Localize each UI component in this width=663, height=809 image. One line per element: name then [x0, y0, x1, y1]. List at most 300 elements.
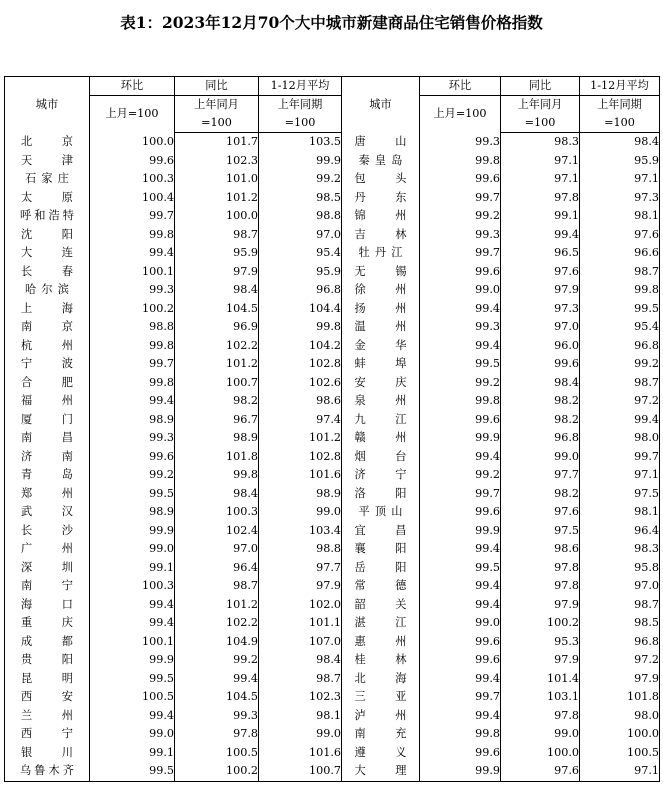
mom-value-left: 99.5 — [90, 485, 175, 504]
city-name: 长沙 — [21, 523, 73, 537]
avg-value-left: 97.0 — [259, 226, 342, 245]
city-cell-left — [5, 688, 90, 707]
city-cell-left — [5, 448, 90, 467]
mom-value-left: 99.1 — [90, 559, 175, 578]
table-header — [5, 77, 660, 133]
city-name: 大连 — [21, 246, 73, 260]
avg-value-left: 95.9 — [259, 263, 342, 282]
city-cell-right — [342, 596, 420, 615]
mom-value-left: 99.7 — [90, 207, 175, 226]
table-row — [5, 725, 660, 744]
city-name: 杭州 — [21, 338, 73, 352]
city-cell-left — [5, 485, 90, 504]
yoy-value-right: 97.7 — [501, 466, 580, 485]
city-cell-right — [342, 300, 420, 319]
yoy-value-left: 99.2 — [175, 651, 259, 670]
mom-value-right: 99.3 — [420, 226, 501, 245]
city-cell-right — [342, 207, 420, 226]
city-name: 沈阳 — [21, 227, 73, 241]
city-cell-left — [5, 744, 90, 763]
yoy-value-left: 104.5 — [175, 688, 259, 707]
city-cell-left — [5, 300, 90, 319]
yoy-value-right: 98.4 — [501, 374, 580, 393]
avg-value-left: 102.8 — [259, 448, 342, 467]
city-name: 郑州 — [21, 486, 73, 500]
city-cell-right — [342, 633, 420, 652]
city-name: 九江 — [354, 412, 407, 426]
city-name: 牡丹江 — [358, 246, 403, 260]
city-cell-left — [5, 466, 90, 485]
table-row — [5, 170, 660, 189]
avg-value-left: 99.2 — [259, 170, 342, 189]
city-name: 海口 — [21, 597, 73, 611]
city-name: 成都 — [21, 634, 73, 648]
avg-value-left: 103.5 — [259, 133, 342, 152]
yoy-value-left: 97.8 — [175, 725, 259, 744]
header-avg-base2-left: =100 — [259, 114, 342, 133]
yoy-value-right: 97.6 — [501, 503, 580, 522]
table-row — [5, 263, 660, 282]
city-name: 湛江 — [354, 616, 407, 630]
city-cell-right — [342, 559, 420, 578]
mom-value-right: 99.7 — [420, 244, 501, 263]
yoy-value-right: 99.0 — [501, 448, 580, 467]
yoy-value-right: 97.8 — [501, 189, 580, 208]
city-name: 金华 — [354, 338, 407, 352]
yoy-value-right: 98.2 — [501, 392, 580, 411]
table-row — [5, 559, 660, 578]
city-cell-right — [342, 466, 420, 485]
yoy-value-left: 99.4 — [175, 670, 259, 689]
avg-value-right: 97.5 — [580, 485, 660, 504]
city-cell-left — [5, 355, 90, 374]
avg-value-right: 95.8 — [580, 559, 660, 578]
mom-value-right: 99.2 — [420, 466, 501, 485]
yoy-value-left: 96.4 — [175, 559, 259, 578]
yoy-value-right: 99.0 — [501, 725, 580, 744]
avg-value-left: 101.6 — [259, 744, 342, 763]
city-cell-right — [342, 152, 420, 171]
city-name: 西宁 — [21, 727, 73, 741]
city-cell-right — [342, 540, 420, 559]
mom-value-left: 99.4 — [90, 614, 175, 633]
city-cell-left — [5, 263, 90, 282]
table-row — [5, 651, 660, 670]
city-name: 南充 — [354, 727, 407, 741]
mom-value-right: 99.3 — [420, 318, 501, 337]
mom-value-right: 99.2 — [420, 374, 501, 393]
city-name: 贵阳 — [21, 653, 73, 667]
avg-value-left: 101.2 — [259, 429, 342, 448]
yoy-value-right: 96.8 — [501, 429, 580, 448]
city-cell-left — [5, 577, 90, 596]
city-name: 呼和浩特 — [20, 209, 74, 223]
yoy-value-right: 97.3 — [501, 300, 580, 319]
avg-value-left: 101.1 — [259, 614, 342, 633]
mom-value-right: 99.6 — [420, 503, 501, 522]
city-name: 丹东 — [354, 190, 407, 204]
city-cell-right — [342, 707, 420, 726]
header-yoy-base-right: 上年同月 — [501, 96, 580, 115]
avg-value-left: 103.4 — [259, 522, 342, 541]
mom-value-right: 99.9 — [420, 522, 501, 541]
city-cell-left — [5, 337, 90, 356]
city-cell-right — [342, 670, 420, 689]
city-cell-left — [5, 226, 90, 245]
avg-value-left: 107.0 — [259, 633, 342, 652]
mom-value-left: 100.3 — [90, 577, 175, 596]
mom-value-left: 99.8 — [90, 337, 175, 356]
city-name: 青岛 — [21, 468, 73, 482]
city-name: 平顶山 — [358, 505, 403, 519]
yoy-value-left: 104.9 — [175, 633, 259, 652]
header-mom-base-right: 上月=100 — [420, 96, 501, 133]
yoy-value-left: 100.3 — [175, 503, 259, 522]
table-row — [5, 688, 660, 707]
city-name: 石家庄 — [25, 172, 69, 186]
mom-value-left: 99.8 — [90, 374, 175, 393]
yoy-value-right: 97.1 — [501, 152, 580, 171]
mom-value-right: 99.7 — [420, 189, 501, 208]
mom-value-left: 99.6 — [90, 152, 175, 171]
yoy-value-left: 98.4 — [175, 485, 259, 504]
table-row — [5, 337, 660, 356]
city-cell-right — [342, 318, 420, 337]
mom-value-left: 99.6 — [90, 448, 175, 467]
mom-value-left: 99.8 — [90, 226, 175, 245]
city-name: 泸州 — [354, 708, 407, 722]
city-cell-right — [342, 263, 420, 282]
city-name: 南宁 — [21, 579, 73, 593]
city-name: 上海 — [21, 301, 73, 315]
city-name: 哈尔滨 — [25, 283, 69, 297]
yoy-value-left: 97.9 — [175, 263, 259, 282]
mom-value-right: 99.7 — [420, 485, 501, 504]
yoy-value-left: 96.7 — [175, 411, 259, 430]
city-name: 安庆 — [354, 375, 407, 389]
table-row — [5, 318, 660, 337]
yoy-value-right: 96.5 — [501, 244, 580, 263]
mom-value-left: 99.3 — [90, 281, 175, 300]
table-row — [5, 466, 660, 485]
city-name: 宜昌 — [354, 523, 407, 537]
yoy-value-right: 97.8 — [501, 559, 580, 578]
mom-value-right: 99.6 — [420, 633, 501, 652]
city-name: 深圳 — [21, 560, 73, 574]
mom-value-left: 99.2 — [90, 466, 175, 485]
city-cell-left — [5, 725, 90, 744]
table-row — [5, 522, 660, 541]
mom-value-right: 99.6 — [420, 651, 501, 670]
yoy-value-left: 100.5 — [175, 744, 259, 763]
city-name: 济宁 — [354, 468, 407, 482]
yoy-value-right: 97.8 — [501, 707, 580, 726]
yoy-value-left: 97.0 — [175, 540, 259, 559]
city-cell-right — [342, 429, 420, 448]
header-avg-base-left: 上年同期 — [259, 96, 342, 115]
city-cell-right — [342, 577, 420, 596]
avg-value-right: 98.7 — [580, 263, 660, 282]
yoy-value-left: 100.2 — [175, 762, 259, 781]
city-name: 常德 — [354, 579, 407, 593]
mom-value-left: 99.7 — [90, 355, 175, 374]
table-title: 表1：2023年12月70个大中城市新建商品住宅销售价格指数 — [120, 13, 543, 32]
header-yoy-right: 同比 — [501, 77, 580, 96]
table-row — [5, 577, 660, 596]
city-name: 乌鲁木齐 — [20, 764, 74, 778]
mom-value-right: 99.0 — [420, 614, 501, 633]
avg-value-right: 99.2 — [580, 355, 660, 374]
table-row — [5, 189, 660, 208]
yoy-value-left: 101.2 — [175, 189, 259, 208]
city-cell-left — [5, 540, 90, 559]
table-row — [5, 392, 660, 411]
avg-value-left: 99.0 — [259, 725, 342, 744]
yoy-value-right: 98.6 — [501, 540, 580, 559]
avg-value-right: 98.1 — [580, 503, 660, 522]
avg-value-right: 97.9 — [580, 670, 660, 689]
mom-value-left: 99.0 — [90, 540, 175, 559]
yoy-value-left: 100.0 — [175, 207, 259, 226]
city-cell-left — [5, 559, 90, 578]
header-avg-left: 1-12月平均 — [259, 77, 342, 96]
city-cell-right — [342, 725, 420, 744]
city-cell-left — [5, 374, 90, 393]
city-cell-right — [342, 448, 420, 467]
city-name: 徐州 — [354, 283, 407, 297]
mom-value-right: 99.4 — [420, 707, 501, 726]
avg-value-right: 98.0 — [580, 429, 660, 448]
avg-value-right: 96.4 — [580, 522, 660, 541]
city-cell-right — [342, 337, 420, 356]
city-name: 惠州 — [354, 634, 407, 648]
city-name: 太原 — [21, 190, 73, 204]
city-cell-right — [342, 374, 420, 393]
city-name: 南京 — [21, 320, 73, 334]
city-cell-right — [342, 281, 420, 300]
avg-value-left: 98.7 — [259, 670, 342, 689]
yoy-value-left: 101.0 — [175, 170, 259, 189]
city-name: 赣州 — [354, 431, 407, 445]
avg-value-left: 98.6 — [259, 392, 342, 411]
mom-value-right: 99.0 — [420, 281, 501, 300]
city-cell-left — [5, 207, 90, 226]
city-cell-right — [342, 226, 420, 245]
city-cell-left — [5, 318, 90, 337]
mom-value-left: 99.4 — [90, 596, 175, 615]
header-avg-base-right: 上年同期 — [580, 96, 660, 115]
mom-value-right: 99.8 — [420, 725, 501, 744]
yoy-value-right: 96.0 — [501, 337, 580, 356]
avg-value-left: 102.3 — [259, 688, 342, 707]
table-row — [5, 374, 660, 393]
city-cell-left — [5, 762, 90, 781]
avg-value-right: 98.3 — [580, 540, 660, 559]
table-row — [5, 281, 660, 300]
avg-value-right: 100.0 — [580, 725, 660, 744]
yoy-value-left: 96.9 — [175, 318, 259, 337]
header-mom-base-left: 上月=100 — [90, 96, 175, 133]
mom-value-right: 99.2 — [420, 207, 501, 226]
city-cell-left — [5, 392, 90, 411]
mom-value-right: 99.4 — [420, 300, 501, 319]
city-name: 襄阳 — [354, 542, 407, 556]
avg-value-right: 97.0 — [580, 577, 660, 596]
city-name: 天津 — [21, 153, 73, 167]
city-cell-left — [5, 429, 90, 448]
mom-value-left: 99.4 — [90, 244, 175, 263]
city-name: 遵义 — [354, 745, 407, 759]
yoy-value-right: 97.5 — [501, 522, 580, 541]
city-cell-right — [342, 189, 420, 208]
city-cell-left — [5, 503, 90, 522]
yoy-value-right: 98.2 — [501, 411, 580, 430]
mom-value-right: 99.5 — [420, 355, 501, 374]
avg-value-right: 96.8 — [580, 337, 660, 356]
table-row — [5, 614, 660, 633]
city-cell-right — [342, 244, 420, 263]
mom-value-right: 99.4 — [420, 540, 501, 559]
table-row — [5, 355, 660, 374]
avg-value-right: 98.4 — [580, 133, 660, 152]
city-name: 温州 — [354, 320, 407, 334]
city-name: 扬州 — [354, 301, 407, 315]
city-cell-right — [342, 688, 420, 707]
city-cell-left — [5, 244, 90, 263]
city-cell-left — [5, 707, 90, 726]
avg-value-left: 102.8 — [259, 355, 342, 374]
yoy-value-left: 102.2 — [175, 337, 259, 356]
city-name: 大理 — [354, 764, 407, 778]
mom-value-left: 99.9 — [90, 522, 175, 541]
avg-value-left: 99.8 — [259, 318, 342, 337]
table-row — [5, 429, 660, 448]
city-cell-right — [342, 522, 420, 541]
yoy-value-right: 98.2 — [501, 485, 580, 504]
city-cell-left — [5, 596, 90, 615]
city-name: 三亚 — [354, 690, 407, 704]
avg-value-right: 98.0 — [580, 707, 660, 726]
mom-value-left: 100.3 — [90, 170, 175, 189]
table-row — [5, 152, 660, 171]
avg-value-left: 98.8 — [259, 540, 342, 559]
mom-value-left: 100.2 — [90, 300, 175, 319]
city-cell-right — [342, 744, 420, 763]
yoy-value-right: 97.8 — [501, 577, 580, 596]
yoy-value-left: 98.7 — [175, 226, 259, 245]
table-row — [5, 133, 660, 152]
city-name: 韶关 — [354, 597, 407, 611]
table-body — [5, 133, 660, 782]
city-cell-right — [342, 133, 420, 152]
price-index-table — [4, 76, 660, 782]
city-name: 唐山 — [354, 135, 407, 148]
city-cell-right — [342, 614, 420, 633]
yoy-value-right: 100.0 — [501, 744, 580, 763]
yoy-value-right: 97.9 — [501, 596, 580, 615]
avg-value-right: 97.6 — [580, 226, 660, 245]
avg-value-right: 99.8 — [580, 281, 660, 300]
mom-value-left: 100.1 — [90, 263, 175, 282]
city-cell-left — [5, 152, 90, 171]
city-name: 秦皇岛 — [358, 153, 403, 167]
avg-value-left: 98.9 — [259, 485, 342, 504]
city-cell-left — [5, 522, 90, 541]
mom-value-right: 99.6 — [420, 411, 501, 430]
city-cell-left — [5, 189, 90, 208]
table-row — [5, 226, 660, 245]
yoy-value-right: 97.9 — [501, 651, 580, 670]
avg-value-right: 97.2 — [580, 651, 660, 670]
city-cell-right — [342, 411, 420, 430]
mom-value-left: 99.4 — [90, 707, 175, 726]
city-name: 重庆 — [21, 616, 73, 630]
city-name: 宁波 — [21, 357, 73, 371]
city-cell-left — [5, 133, 90, 152]
header-yoy-base2-right: =100 — [501, 114, 580, 133]
city-name: 广州 — [21, 542, 73, 556]
avg-value-right: 98.7 — [580, 374, 660, 393]
mom-value-right: 99.9 — [420, 762, 501, 781]
avg-value-left: 104.4 — [259, 300, 342, 319]
table-row — [5, 207, 660, 226]
table-row — [5, 503, 660, 522]
avg-value-left: 95.4 — [259, 244, 342, 263]
city-cell-left — [5, 170, 90, 189]
city-cell-left — [5, 651, 90, 670]
mom-value-left: 99.4 — [90, 392, 175, 411]
table-row — [5, 300, 660, 319]
yoy-value-right: 99.1 — [501, 207, 580, 226]
mom-value-left: 100.4 — [90, 189, 175, 208]
city-name: 福州 — [21, 394, 73, 408]
yoy-value-right: 97.9 — [501, 281, 580, 300]
yoy-value-right: 98.3 — [501, 133, 580, 152]
city-name: 南昌 — [21, 431, 73, 445]
table-row — [5, 448, 660, 467]
yoy-value-left: 95.9 — [175, 244, 259, 263]
table-row — [5, 596, 660, 615]
mom-value-left: 99.9 — [90, 651, 175, 670]
yoy-value-left: 99.3 — [175, 707, 259, 726]
avg-value-left: 99.9 — [259, 152, 342, 171]
city-name: 泉州 — [354, 394, 407, 408]
city-name: 无锡 — [354, 264, 407, 278]
city-name: 桂林 — [354, 653, 407, 667]
avg-value-right: 100.5 — [580, 744, 660, 763]
city-cell-right — [342, 651, 420, 670]
table-row — [5, 485, 660, 504]
avg-value-left: 102.0 — [259, 596, 342, 615]
avg-value-left: 98.4 — [259, 651, 342, 670]
city-name: 锦州 — [354, 209, 407, 223]
yoy-value-right: 99.6 — [501, 355, 580, 374]
yoy-value-left: 102.2 — [175, 614, 259, 633]
city-name: 吉林 — [354, 227, 407, 241]
mom-value-right: 99.4 — [420, 337, 501, 356]
avg-value-right: 101.8 — [580, 688, 660, 707]
avg-value-right: 97.2 — [580, 392, 660, 411]
mom-value-right: 99.4 — [420, 670, 501, 689]
city-name: 银川 — [21, 745, 73, 759]
avg-value-left: 96.8 — [259, 281, 342, 300]
mom-value-right: 99.3 — [420, 133, 501, 152]
city-cell-right — [342, 355, 420, 374]
avg-value-right: 95.9 — [580, 152, 660, 171]
city-name: 包头 — [354, 172, 407, 186]
mom-value-right: 99.8 — [420, 392, 501, 411]
avg-value-right: 97.1 — [580, 466, 660, 485]
